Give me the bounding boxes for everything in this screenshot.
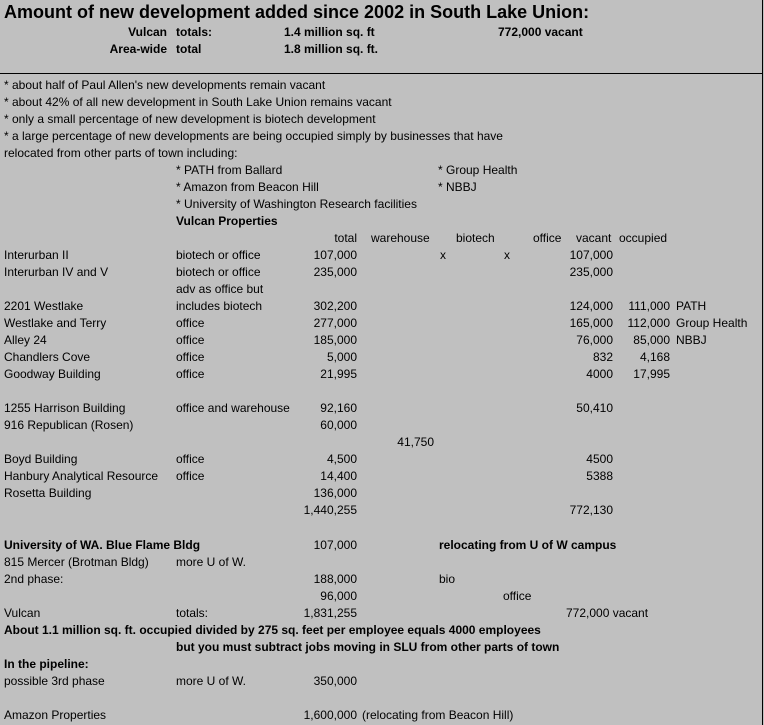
pipeline-heading: In the pipeline: <box>4 657 89 671</box>
row-4-note: Group Health <box>676 316 748 330</box>
row-7-name: Goodway Building <box>4 367 101 381</box>
uw-mercer-type: more U of W. <box>176 555 247 569</box>
uw-phase2: 2nd phase: <box>4 572 64 586</box>
row-15-total: 1,440,255 <box>303 503 357 517</box>
vulcan-total-value: 1.4 million sq. ft <box>284 25 375 39</box>
note-4: * a large percentage of new developments are being occupied simply by businesses that have <box>4 129 503 143</box>
row-9-name: 1255 Harrison Building <box>4 401 126 415</box>
reloc-uw: * University of Washington Research facilities <box>176 197 417 211</box>
row-6-total: 5,000 <box>326 350 357 364</box>
employees-line1: About 1.1 million sq. ft. occupied divided by 275 sq. feet per employee equals 4000 employees <box>4 623 541 637</box>
row-3-vacant: 124,000 <box>569 299 613 313</box>
summary-header <box>0 0 763 74</box>
vulcan-vacant-value: 772,000 vacant <box>498 25 583 39</box>
row-0-total: 107,000 <box>313 248 357 262</box>
row-0-office: x <box>504 248 510 262</box>
row-1-vacant: 235,000 <box>569 265 613 279</box>
row-7-type: office <box>176 367 205 381</box>
col-warehouse: warehouse <box>371 231 430 245</box>
vulcan-totals-label: totals: <box>176 25 212 39</box>
uw-blue-flame-total: 107,000 <box>313 538 357 552</box>
note-1: * about half of Paul Allen's new developments remain vacant <box>4 78 326 92</box>
row-5-total: 185,000 <box>313 333 357 347</box>
row-2-type: adv as office but <box>176 282 264 296</box>
row-4-total: 277,000 <box>313 316 357 330</box>
row-10-name: 916 Republican (Rosen) <box>4 418 134 432</box>
right-border <box>762 73 763 725</box>
reloc-amazon: * Amazon from Beacon Hill <box>176 180 319 194</box>
uw-blue-flame: University of WA. Blue Flame Bldg <box>4 538 201 552</box>
row-4-occupied: 112,000 <box>627 316 670 330</box>
reloc-path: * PATH from Ballard <box>176 163 283 177</box>
row-3-type: includes biotech <box>176 299 263 313</box>
row-13-type: office <box>176 469 205 483</box>
pipeline-phase3: possible 3rd phase <box>4 674 105 688</box>
row-4-type: office <box>176 316 205 330</box>
row-13-vacant: 5388 <box>586 469 613 483</box>
row-14-name: Rosetta Building <box>4 486 92 500</box>
row-1-total: 235,000 <box>313 265 357 279</box>
uw-phase2-bio: bio <box>439 572 456 586</box>
row-0-biotech: x <box>440 248 446 262</box>
reloc-group-health: * Group Health <box>438 163 518 177</box>
note-5: relocated from other parts of town including: <box>4 146 238 160</box>
uw-phase2-total: 188,000 <box>313 572 357 586</box>
pipeline-phase3-type: more U of W. <box>176 674 247 688</box>
pipeline-amazon: Amazon Properties <box>4 708 107 722</box>
col-total: total <box>334 231 357 245</box>
row-12-name: Boyd Building <box>4 452 78 466</box>
row-0-type: biotech or office <box>176 248 261 262</box>
row-7-total: 21,995 <box>320 367 357 381</box>
reloc-nbbj: * NBBJ <box>438 180 477 194</box>
row-5-type: office <box>176 333 205 347</box>
row-9-type: office and warehouse <box>176 401 290 415</box>
col-biotech: biotech <box>456 231 495 245</box>
pipeline-amazon-note: (relocating from Beacon Hill) <box>362 708 514 722</box>
pipeline-phase3-total: 350,000 <box>313 674 357 688</box>
row-6-occupied: 4,168 <box>639 350 670 364</box>
row-5-name: Alley 24 <box>4 333 47 347</box>
row-10-total: 60,000 <box>320 418 357 432</box>
row-13-name: Hanbury Analytical Resource <box>4 469 159 483</box>
row-7-vacant: 4000 <box>586 367 613 381</box>
row-13-total: 14,400 <box>320 469 357 483</box>
page-title: Amount of new development added since 2002 in South Lake Union: <box>4 2 590 22</box>
note-2: * about 42% of all new development in South Lake Union remains vacant <box>4 95 392 109</box>
row-4-vacant: 165,000 <box>569 316 613 330</box>
row-12-vacant: 4500 <box>586 452 613 466</box>
areawide-total-value: 1.8 million sq. ft. <box>284 42 379 56</box>
row-5-note: NBBJ <box>676 333 707 347</box>
areawide-total-label: total <box>176 42 202 56</box>
col-vacant: vacant <box>576 231 612 245</box>
row-3-note: PATH <box>676 299 707 313</box>
row-3-total: 302,200 <box>313 299 357 313</box>
row-7-occupied: 17,995 <box>633 367 670 381</box>
vulcan-summary-totals-label: totals: <box>176 606 209 620</box>
vulcan-summary-label: Vulcan <box>4 606 41 620</box>
col-office: office <box>533 231 562 245</box>
row-4-name: Westlake and Terry <box>4 316 107 330</box>
pipeline-amazon-total: 1,600,000 <box>303 708 357 722</box>
row-5-vacant: 76,000 <box>576 333 613 347</box>
row-11-warehouse: 41,750 <box>397 435 434 449</box>
row-0-vacant: 107,000 <box>569 248 613 262</box>
row-1-type: biotech or office <box>176 265 261 279</box>
row-15-vacant: 772,130 <box>569 503 613 517</box>
row-6-name: Chandlers Cove <box>4 350 91 364</box>
note-3: * only a small percentage of new development is biotech development <box>4 112 376 126</box>
row-6-type: office <box>176 350 205 364</box>
vulcan-label: Vulcan <box>128 25 167 39</box>
uw-mercer: 815 Mercer (Brotman Bldg) <box>4 555 149 569</box>
row-3-name: 2201 Westlake <box>4 299 84 313</box>
col-occupied: occupied <box>619 231 668 245</box>
uw-phase2-office-total: 96,000 <box>320 589 357 603</box>
vulcan-summary-total: 1,831,255 <box>303 606 357 620</box>
row-9-vacant: 50,410 <box>576 401 613 415</box>
row-14-total: 136,000 <box>313 486 357 500</box>
row-12-type: office <box>176 452 205 466</box>
vulcan-heading: Vulcan Properties <box>176 214 278 228</box>
vulcan-summary-vacant: 772,000 vacant <box>566 606 649 620</box>
uw-relocating: relocating from U of W campus <box>439 538 617 552</box>
employees-line2: but you must subtract jobs moving in SLU from other parts of town <box>176 640 560 654</box>
areawide-label: Area-wide <box>109 42 167 56</box>
uw-phase2-office: office <box>503 589 532 603</box>
row-5-occupied: 85,000 <box>633 333 670 347</box>
row-3-occupied: 111,000 <box>628 299 670 313</box>
row-12-total: 4,500 <box>326 452 357 466</box>
row-1-name: Interurban IV and V <box>4 265 109 279</box>
row-9-total: 92,160 <box>320 401 357 415</box>
row-0-name: Interurban II <box>4 248 69 262</box>
row-6-vacant: 832 <box>592 350 613 364</box>
